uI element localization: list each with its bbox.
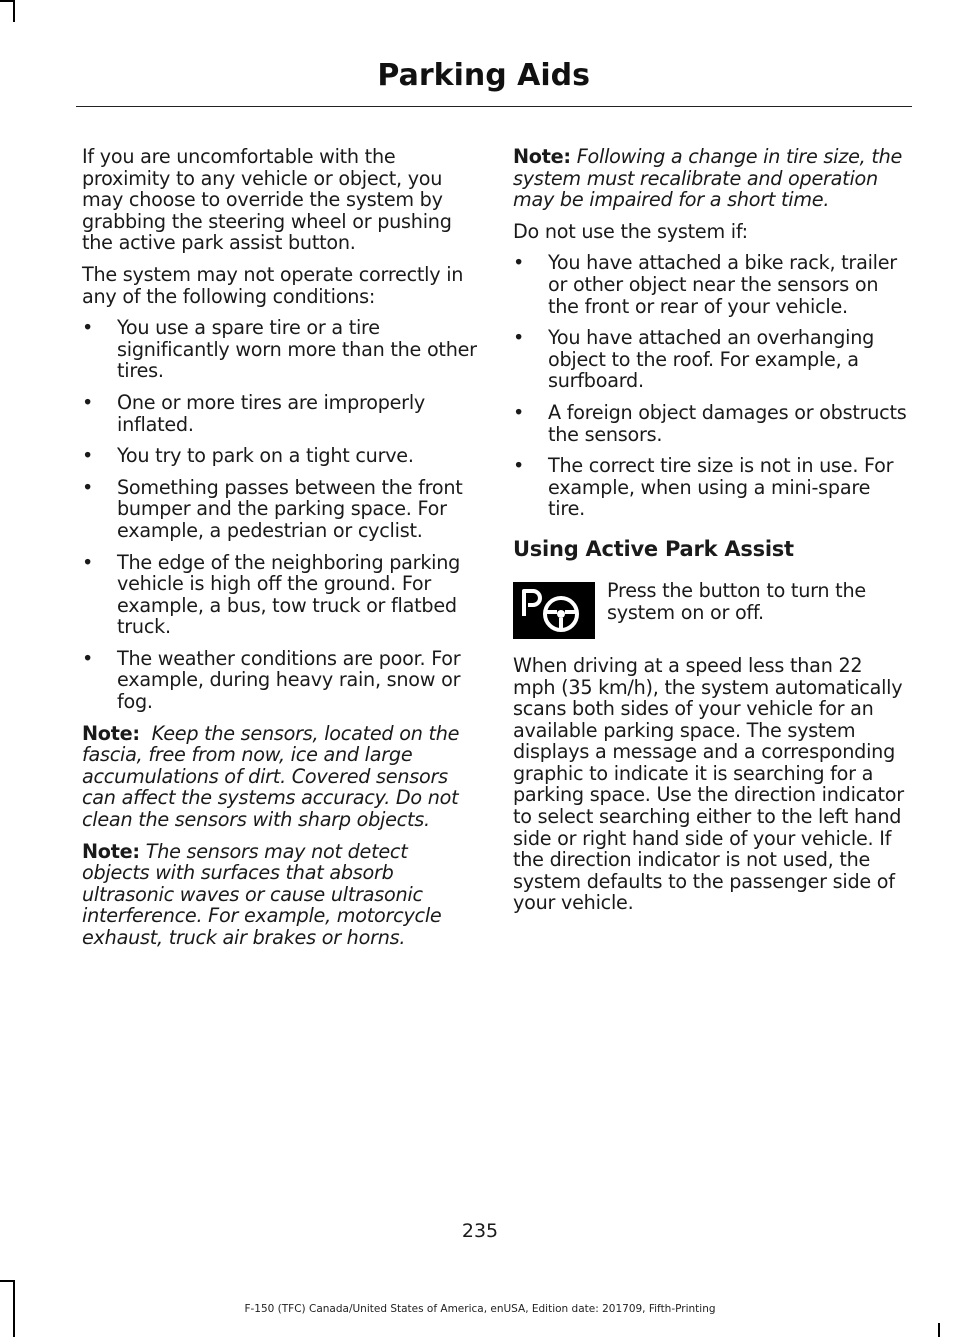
page-header-title: Parking Aids <box>377 58 590 93</box>
note-sensors-clean <box>82 723 477 831</box>
note-text: Keep the sensors, located on the fascia, free from now, ice and large accumulations of dirt. Covered sensors can affect the systems accuracy. Do not clean the sensors with sharp objects. <box>82 721 460 832</box>
right-column <box>513 146 910 924</box>
list-item <box>82 648 477 713</box>
list-item-text: Something passes between the front bumper and the parking space. For example, a pedestrian or cyclist. <box>117 475 463 542</box>
bullet-icon: • <box>82 316 94 340</box>
active-park-assist-icon <box>513 582 595 639</box>
list-item-text: The weather conditions are poor. For example, during heavy rain, snow or fog. <box>117 646 461 714</box>
bullet-icon: • <box>513 454 525 478</box>
note-label: Note: <box>513 145 571 168</box>
note-text: Following a change in tire size, the system must recalibrate and operation may be impaired for a short time. <box>513 145 903 212</box>
page-footer: F-150 (TFC) Canada/United States of America, enUSA, Edition date: 201709, Fifth-Printing <box>244 1303 716 1315</box>
bullet-icon: • <box>82 646 94 670</box>
icon-description: Press the button to turn the system on or off. <box>607 578 866 624</box>
list-item-text: The correct tire size is not in use. For example, when using a mini-spare tire. <box>548 454 894 521</box>
paragraph-do-not-use-intro: Do not use the system if: <box>513 219 748 243</box>
list-item-text: You have attached a bike rack, trailer or other object near the sensors on the front or rear of your vehicle. <box>548 251 897 318</box>
section-heading: Using Active Park Assist <box>513 536 794 561</box>
left-column <box>82 146 477 959</box>
list-item <box>82 477 477 542</box>
list-item-text: The edge of the neighboring parking vehicle is high off the ground. For example, a bus, tow truck or flatbed truck. <box>117 550 461 639</box>
page-number: 235 <box>461 1220 499 1242</box>
crop-mark <box>938 1323 940 1337</box>
paragraph-override: If you are uncomfortable with the proximity to any vehicle or object, you may choose to override the system by grabbing the steering wheel or pushing the active park assist button. <box>82 145 452 255</box>
list-item-text: You have attached an overhanging object to the roof. For example, a surfboard. <box>548 326 875 393</box>
list-item <box>513 327 910 392</box>
note-label: Note: <box>82 721 140 745</box>
list-item <box>82 445 477 467</box>
note-label: Note: <box>82 839 140 863</box>
list-item-text: A foreign object damages or obstructs the sensors. <box>548 400 907 446</box>
bullet-icon: • <box>82 390 94 414</box>
list-item <box>513 252 910 317</box>
icon-block <box>513 580 910 639</box>
list-item-text: One or more tires are improperly inflated. <box>117 390 426 436</box>
paragraph-scanning: When driving at a speed less than 22 mph (35 km/h), the system automatically scans both sides of your vehicle for an available parking space. The system displays a message and a corresponding graphic to indicate it is searching for a parking space. Use the direction indicator to select searching either to the left hand side or right hand side of your vehicle. If the direction indicator is not used, the system defaults to the passenger side of your vehicle. <box>513 653 904 915</box>
list-item-text: You try to park on a tight curve. <box>117 444 414 468</box>
bullet-icon: • <box>513 400 525 424</box>
paragraph-conditions-intro: The system may not operate correctly in any of the following conditions: <box>82 262 464 308</box>
bullet-icon: • <box>513 251 525 275</box>
bullet-icon: • <box>82 444 94 468</box>
bullet-icon: • <box>82 550 94 574</box>
list-item <box>82 317 477 382</box>
bullet-icon: • <box>82 475 94 499</box>
list-item <box>82 552 477 638</box>
list-item <box>82 392 477 435</box>
bullet-icon: • <box>513 326 525 350</box>
list-item <box>513 455 910 520</box>
list-item-text: You use a spare tire or a tire significantly worn more than the other tires. <box>117 316 477 383</box>
list-item <box>513 402 910 445</box>
note-sensors-detect <box>82 841 477 949</box>
do-not-use-list <box>513 252 910 520</box>
crop-mark <box>13 0 15 22</box>
conditions-list <box>82 317 477 713</box>
note-tire-size <box>513 146 910 211</box>
header-rule <box>76 106 912 107</box>
note-text: The sensors may not detect objects with surfaces that absorb ultrasonic waves or cause ultrasonic interference. For example, motorcycle exhaust, truck air brakes or horns. <box>82 839 442 949</box>
